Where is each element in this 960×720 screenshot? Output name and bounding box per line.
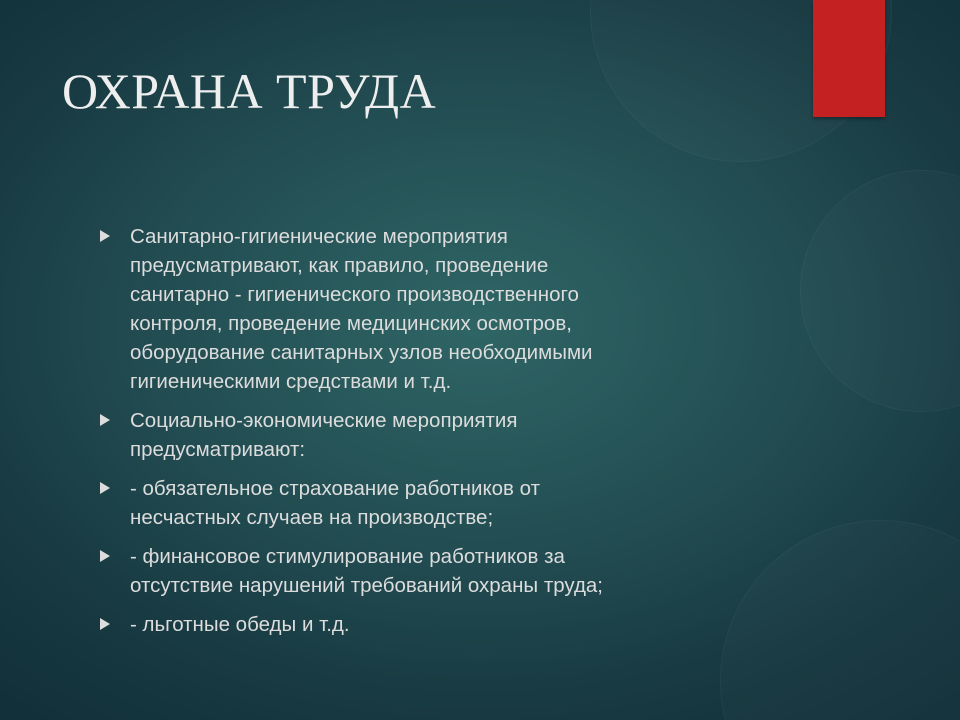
triangle-right-icon	[100, 550, 110, 562]
bullet-text: - финансовое стимулирование работников за отсутствие нарушений требований охраны труда;	[130, 545, 604, 597]
bullet-item	[100, 542, 780, 600]
bullet-item	[100, 406, 780, 464]
triangle-right-icon	[100, 482, 110, 494]
triangle-right-icon	[100, 230, 110, 242]
bullet-list	[100, 222, 780, 649]
decorative-circle	[800, 170, 960, 412]
triangle-right-icon	[100, 414, 110, 426]
bullet-item	[100, 222, 780, 396]
slide-title: ОХРАНА ТРУДА	[62, 63, 437, 119]
bullet-text: - льготные обеды и т.д.	[130, 613, 350, 636]
bullet-text: - обязательное страхование работников от несчастных случаев на производстве;	[130, 477, 540, 529]
triangle-right-icon	[100, 618, 110, 630]
bullet-item	[100, 474, 780, 532]
bullet-text: Социально-экономические мероприятия предусматривают:	[130, 409, 518, 461]
accent-bar	[813, 0, 885, 117]
bullet-item	[100, 610, 780, 639]
bullet-text: Санитарно-гигиенические мероприятия предусматривают, как правило, проведение санитарно - гигиенического производственного контроля, проведение медицинских осмотров, оборудование санитарных узлов необходимыми гигиеническими средствами и т.д.	[130, 225, 593, 393]
